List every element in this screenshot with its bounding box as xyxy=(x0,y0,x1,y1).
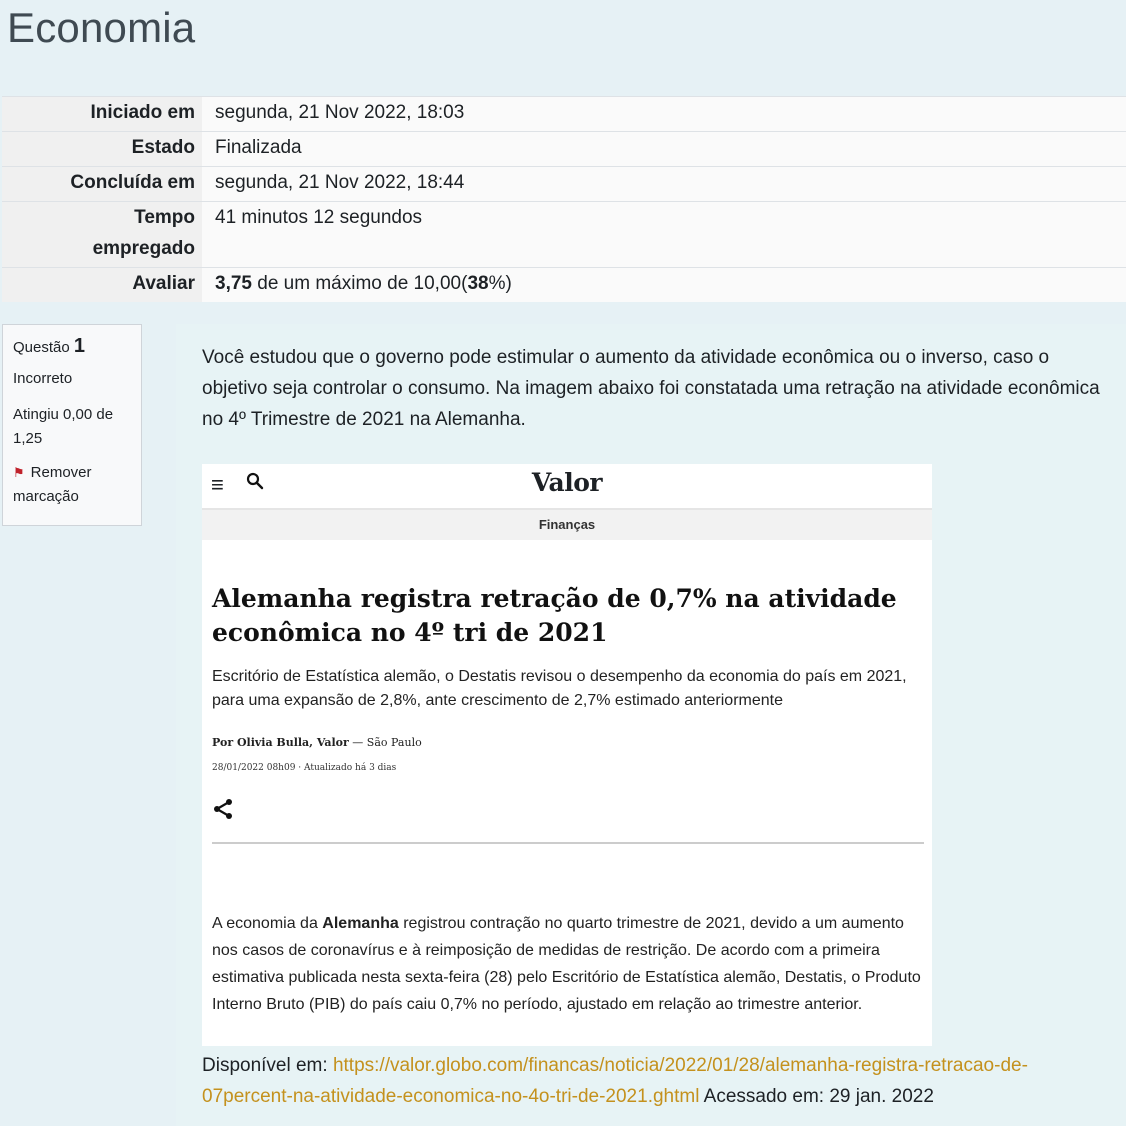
news-article-image xyxy=(202,464,932,1046)
article-subtitle: Escritório de Estatística alemão, o Destatis revisou o desempenho da economia do país em 2021, para uma expansão de 2,8%, ante crescimento de 2,7% estimado anteriormente xyxy=(212,668,907,709)
summary-row-grade xyxy=(2,268,1126,303)
question-grade: Atingiu 0,00 de 1,25 xyxy=(13,406,114,447)
summary-label: Estado xyxy=(2,132,202,167)
hamburger-icon: ≡ xyxy=(211,472,224,497)
remove-flag-label: Remover marcação xyxy=(13,464,92,505)
body-before: A economia da xyxy=(212,915,323,932)
summary-value: segunda, 21 Nov 2022, 18:44 xyxy=(202,167,1126,202)
remove-flag-link[interactable] xyxy=(13,461,131,509)
summary-label: Iniciado em xyxy=(2,97,202,132)
summary-row-started xyxy=(2,97,1126,132)
summary-label: Avaliar xyxy=(2,268,202,303)
article-body xyxy=(212,910,924,1018)
summary-value: segunda, 21 Nov 2022, 18:03 xyxy=(202,97,1126,132)
question-info-box xyxy=(2,324,142,526)
article-divider xyxy=(212,842,924,844)
body-bold: Alemanha xyxy=(322,915,399,932)
summary-value: 41 minutos 12 segundos xyxy=(202,202,1126,268)
share-icon xyxy=(212,798,234,825)
question-state: Incorreto xyxy=(13,370,73,387)
source-link[interactable]: https://valor.globo.com/financas/noticia/2022/01/28/alemanha-registra-retracao-de-07percent-na-atividade-economica-no-4o-tri-de-2021.ghtml xyxy=(202,1055,1028,1107)
summary-value: Finalizada xyxy=(202,132,1126,167)
question-number xyxy=(13,335,131,358)
grade-percent: 38 xyxy=(467,273,489,294)
summary-label xyxy=(2,202,202,268)
flag-icon: ⚑ xyxy=(13,465,25,480)
grade-end: %) xyxy=(488,273,512,294)
byline-place: — São Paulo xyxy=(348,736,422,749)
summary-row-completed xyxy=(2,167,1126,202)
article-headline: Alemanha registra retração de 0,7% na atividade econômica no 4º tri de 2021 xyxy=(212,584,897,647)
article-date: 28/01/2022 08h09 · Atualizado há 3 dias xyxy=(212,763,397,773)
article-topbar xyxy=(202,464,932,510)
source-suffix: Acessado em: 29 jan. 2022 xyxy=(699,1086,934,1107)
grade-max: de um máximo de 10,00( xyxy=(257,273,468,294)
summary-value xyxy=(202,268,1126,303)
source-prefix: Disponível em: xyxy=(202,1055,333,1076)
page-title: Economia xyxy=(7,4,196,51)
question-text: Você estudou que o governo pode estimular o aumento da atividade econômica ou o inverso, caso o objetivo seja controlar o consumo. Na imagem abaixo foi constatada uma retração na atividade econômica no 4º Trimestre de 2021 na Alemanha. xyxy=(202,347,1100,430)
source-citation xyxy=(202,1050,1102,1112)
summary-label-line1: Tempo xyxy=(134,207,195,228)
summary-label-line2: empregado xyxy=(92,238,195,259)
grade-score: 3,75 xyxy=(215,273,252,294)
body-after: registrou contração no quarto trimestre de 2021, devido a um aumento nos casos de coronavírus e à reimposição de medidas de restrição. De acordo com a primeira estimativa publicada nesta sexta-feira (28) pelo Escritório de Estatística alemão, Destatis, o Produto Interno Bruto (PIB) do país caiu 0,7% no período, ajustado em relação ao trimestre anterior. xyxy=(212,915,921,1013)
article-byline xyxy=(212,736,422,749)
attempt-summary-table xyxy=(2,96,1126,302)
summary-row-time-taken xyxy=(2,202,1126,268)
summary-row-state xyxy=(2,132,1126,167)
summary-label: Concluída em xyxy=(2,167,202,202)
byline-author: Por Olivia Bulla, Valor xyxy=(212,736,349,749)
article-section: Finanças xyxy=(202,510,932,540)
question-number-value: 1 xyxy=(73,335,86,357)
question-content xyxy=(176,324,1126,1126)
question-label: Questão xyxy=(13,339,70,356)
valor-logo: Valor xyxy=(531,468,603,497)
